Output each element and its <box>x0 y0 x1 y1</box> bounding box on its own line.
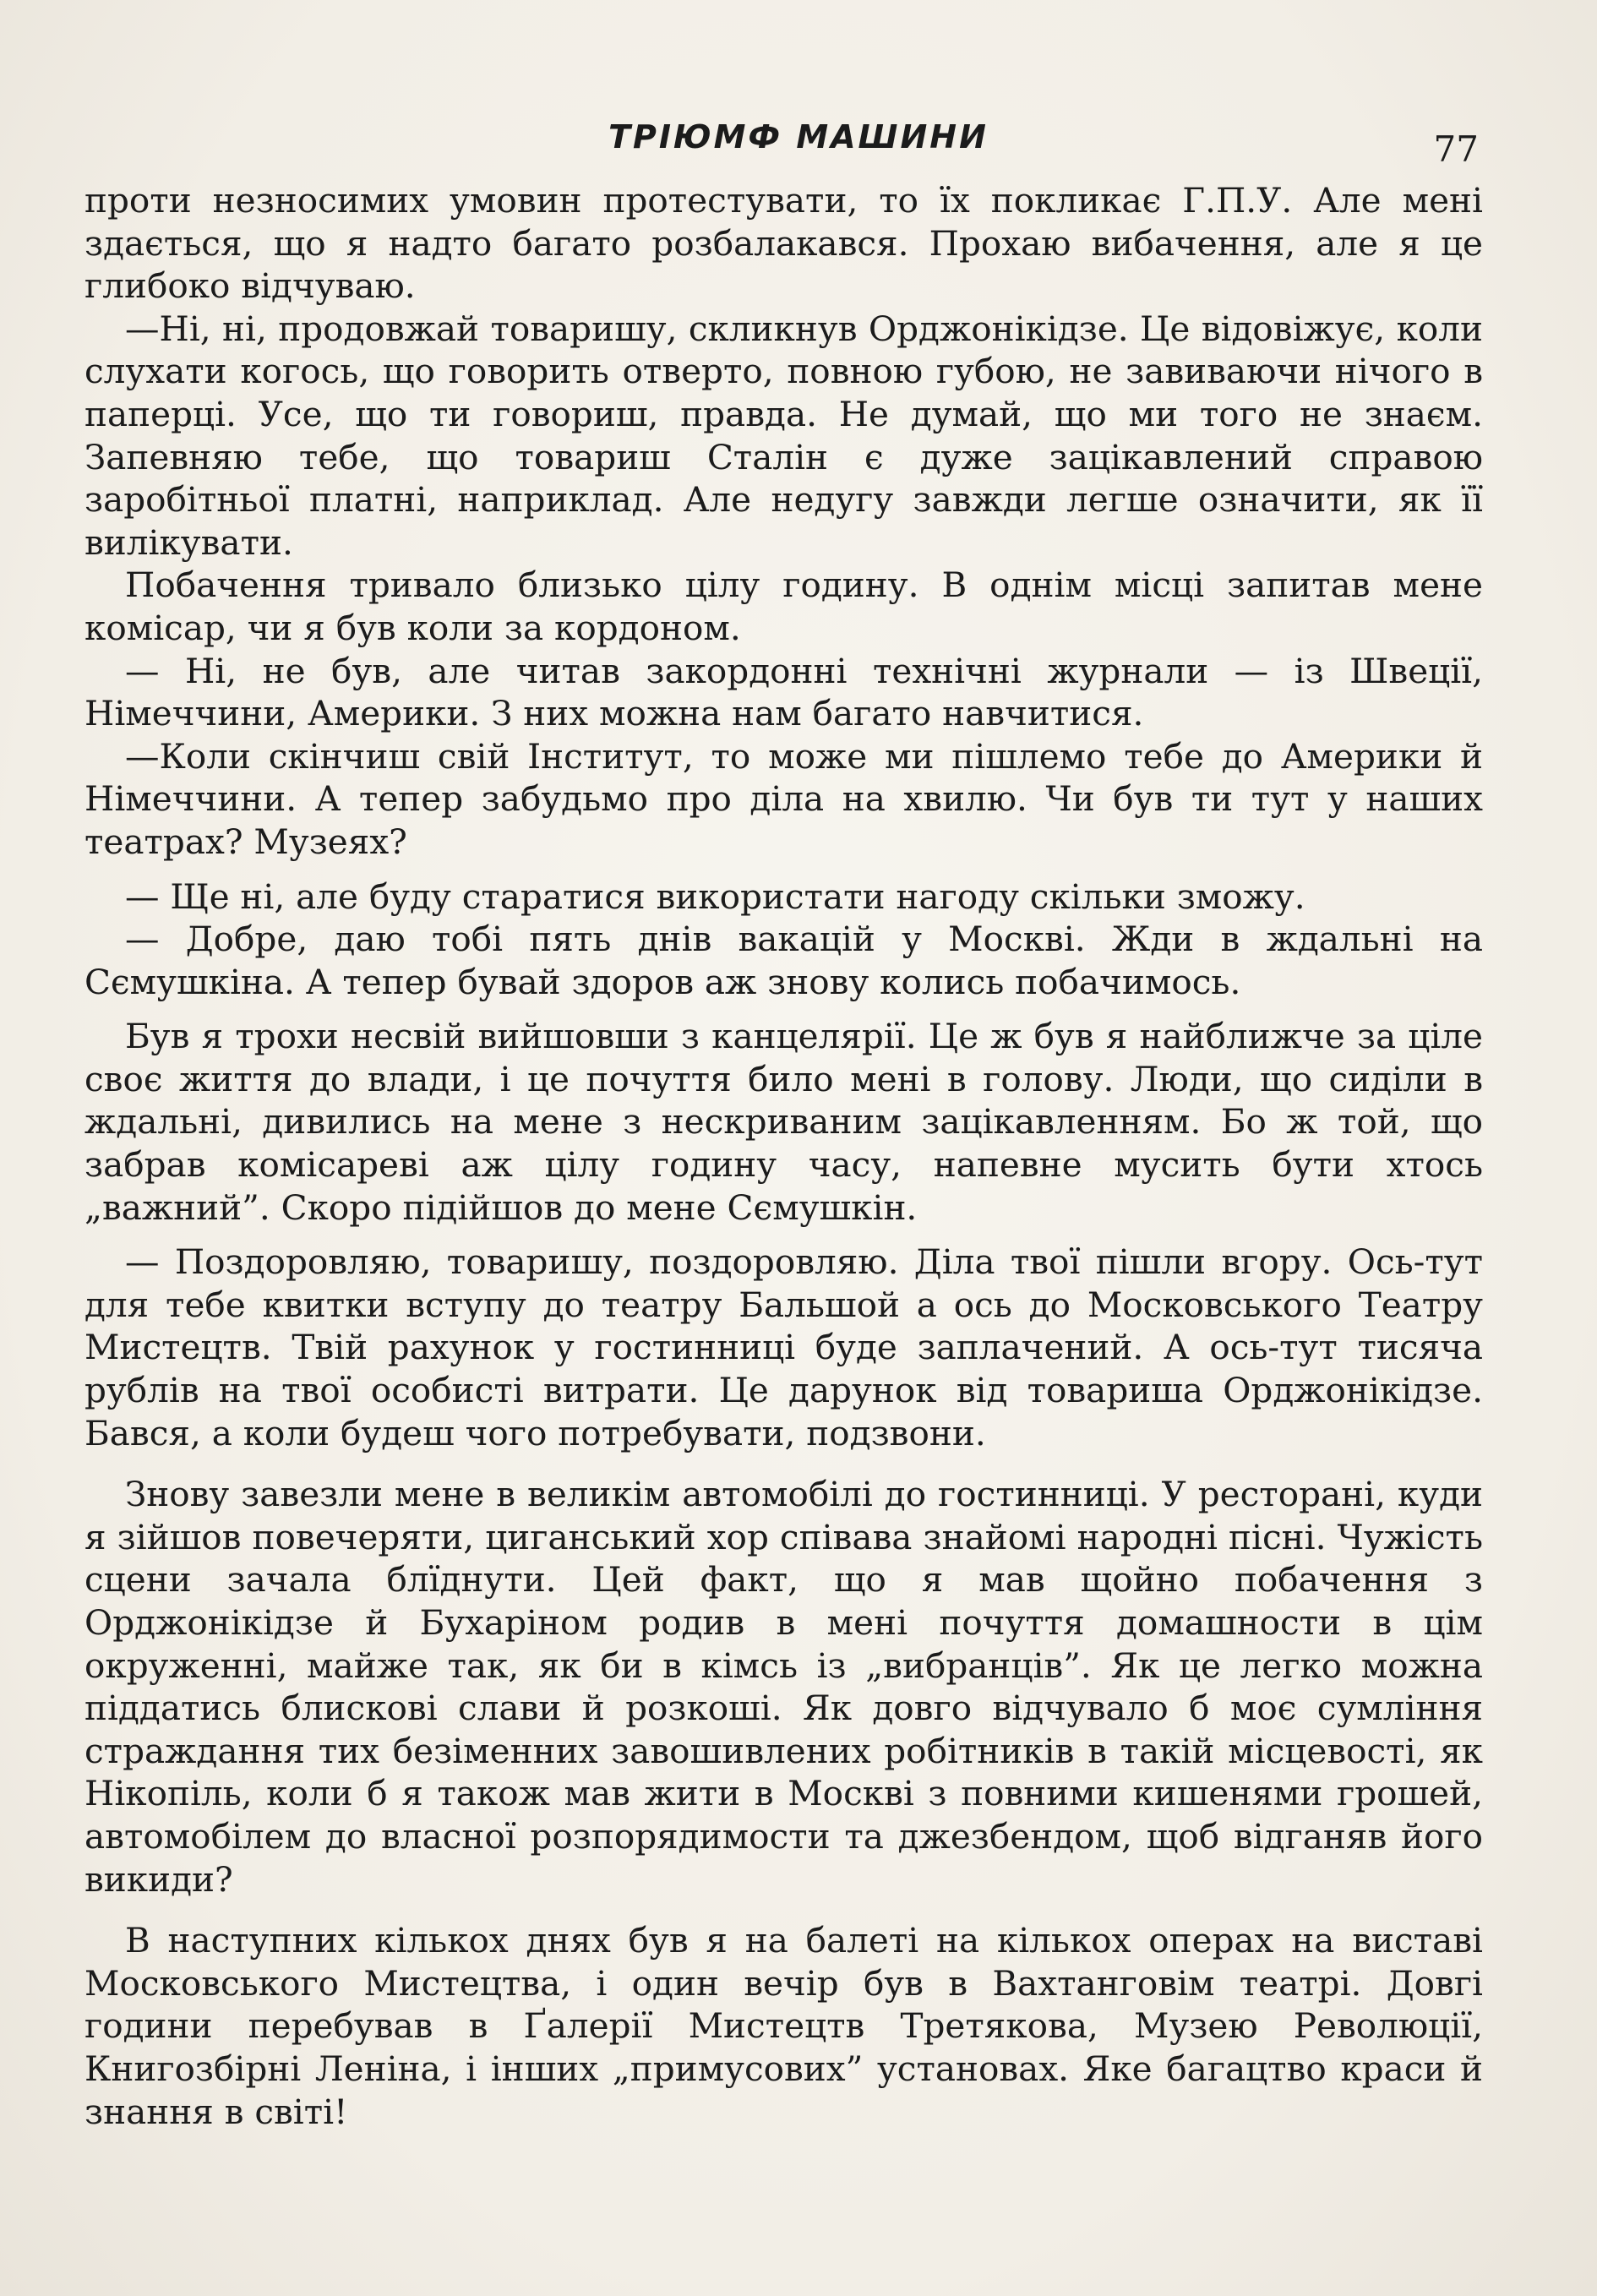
paragraph-4: — Ні, не був, але читав закордонні технічні журнали — із Швеції, Німеччини, Америки. З них можна нам багато навчитися. <box>84 650 1483 734</box>
page-number: 77 <box>1433 128 1479 170</box>
paragraph-9: — Поздоровляю, товаришу, поздоровляю. Діла твої пішли вгору. Ось-тут для тебе квитки вступу до театру Бальшой а ось до Московського Театру Мистецтв. Твій рахунок у гостинниці буде заплачений. А ось-тут тисяча рублів на твої особисті витрати. Це дарунок від товариша Орджонікідзе. Бався, а коли будеш чого потребувати, подзвони. <box>84 1241 1483 1453</box>
paragraph-10: Знову завезли мене в великім автомобілі до гостинниці. У ресторані, куди я зійшов повечеряти, циганський хор співава знайомі народні пісні. Чужість сцени зачала блїднути. Цей факт, що я мав щойно побачення з Орджонікідзе й Бухаріном родив в мені почуття домашности в цім окруженні, майже так, як би в кімсь із „вибранців”. Як це легко можна піддатись блискові слави й розкоші. Як довго відчувало б моє сумління страждання тих безіменних завошивлених робітників в такій місцевості, як Нікопіль, коли б я також мав жити в Москві з повними кишенями грошей, автомобілем до власної розпорядимости та джезбендом, щоб відганяв його викиди? <box>84 1474 1483 1900</box>
paragraph-11: В наступних кількох днях був я на балеті на кількох операх на виставі Московського Мистецтва, і один вечір був в Вахтанговім театрі. Довгі години перебував в Ґалерії Мистецтв Третякова, Музею Революції, Книгозбірні Леніна, і інших „примусових” установах. Яке багацтво краси й знання в світі! <box>84 1920 1483 2132</box>
paragraph-3: Побачення тривало близько цілу годину. В однім місці запитав мене комісар, чи я був коли за кордоном. <box>84 564 1483 648</box>
paragraph-1: проти незносимих умовин протестувати, то їх покликає Г.П.У. Але мені здається, що я надто багато розбалакався. Прохаю вибачення, але я це глибоко відчуваю. <box>84 180 1483 307</box>
paragraph-2: —Ні, ні, продовжай товаришу, скликнув Орджонікідзе. Це відовіжує, коли слухати когось, що говорить отверто, повною губою, не завиваючи нічого в паперці. Усе, що ти говориш, правда. Не думай, що ми того не знаєм. Запевняю тебе, що товариш Сталін є дуже зацікавлений справою заробітньої платні, наприклад. Але недугу завжди легше означити, як її вилікувати. <box>84 308 1483 563</box>
paragraph-8: Був я трохи несвій вийшовши з канцелярії. Це ж був я найближче за ціле своє життя до влади, і це почуття било мені в голову. Люди, що сиділи в ждальні, дивились на мене з нескриваним зацікавленням. Бо ж той, що забрав комісареві аж цілу годину часу, напевне мусить бути хтось „важний”. Скоро підійшов до мене Сємушкін. <box>84 1016 1483 1228</box>
running-title: ТРІЮМФ МАШИНИ <box>608 118 989 155</box>
paragraph-6: — Ще ні, але буду старатися використати нагоду скільки зможу. <box>125 875 1305 917</box>
paragraph-5: —Коли скінчиш свій Інститут, то може ми пішлемо тебе до Америки й Німеччини. А тепер забудьмо про діла на хвилю. Чи був ти тут у наших театрах? Музеях? <box>84 735 1483 862</box>
paragraph-7: — Добре, даю тобі пять днів вакацій у Москві. Жди в ждальні на Сємушкіна. А тепер бувай здоров аж знову колись побачимось. <box>84 919 1483 1002</box>
page-body <box>84 179 1483 2133</box>
